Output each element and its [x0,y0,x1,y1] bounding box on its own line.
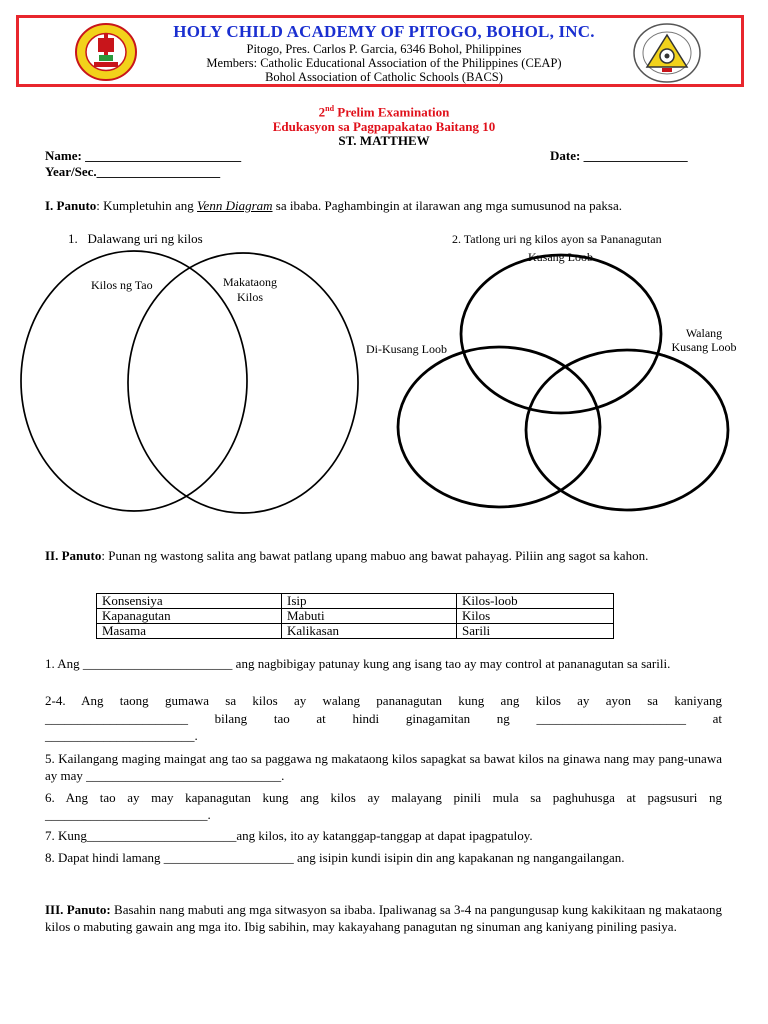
exam-subject: Edukasyon sa Pagpapakatao Baitang 10 [272,119,496,134]
table-row [97,609,614,624]
question-5[interactable]: 5. Kailangang maging maingat ang tao sa paggawa ng makataong kilos sapagkat sa bawat kilos na ginawa nang may pang-unawa ay may ______________________________. [45,751,722,783]
venn2-left-label: Di-Kusang Loob [366,342,447,356]
table-cell: Kapanagutan [97,609,282,624]
question-2-4-line3[interactable]: _______________________. [45,728,198,743]
question-1[interactable]: 1. Ang _______________________ ang nagbibigay patunay kung ang isang tao ay may control at pananagutan sa sarili. [45,656,671,671]
question-7[interactable]: 7. Kung_______________________ang kilos, ito ay katanggap-tanggap at dapat ipagpatuloy. [45,828,533,843]
table-cell: Mabuti [282,609,457,624]
part3-instructions: III. Panuto: Basahin nang mabuti ang mga sitwasyon sa ibaba. Ipaliwanag sa 3-4 na pangungusap kung kakikitaan ng makataong kilos o mabuting gawain ang mga ito. Ibig sabihin, may kakayahang panagutan ng sinuman ang kaniyang piniling pasiya. [45,902,722,934]
venn1-right-label: Makataong Kilos [223,275,277,304]
school-address: Pitogo, Pres. Carlos P. Garcia, 6346 Bohol, Philippines [246,42,522,56]
membership-ceap: Members: Catholic Educational Association of the Philippines (CEAP) [206,56,562,70]
venn2-top-circle[interactable] [461,255,661,413]
question-2-4-line2[interactable]: ______________________ bilang tao at hindi ginagamitan ng _______________________ at [45,711,722,726]
venn2-left-circle[interactable] [398,347,600,507]
exam-section: ST. MATTHEW [338,133,430,148]
school-name: HOLY CHILD ACADEMY OF PITOGO, BOHOL, INC. [173,22,595,41]
date-field[interactable]: Date: ________________ [550,148,688,163]
membership-bacs: Bohol Association of Catholic Schools (BACS) [265,70,503,84]
table-row [97,624,614,639]
table-cell: Kilos [457,609,614,624]
venn1-caption: 1. Dalawang uri ng kilos [68,231,203,246]
table-cell: Kilos-loob [457,594,614,609]
year-section-field[interactable]: Year/Sec.___________________ [45,164,221,179]
exam-title: 2nd Prelim Examination [318,104,450,120]
word-choices-table [96,593,614,639]
venn2-caption: 2. Tatlong uri ng kilos ayon sa Pananagutan [452,232,662,246]
table-cell: Kalikasan [282,624,457,639]
table-cell: Masama [97,624,282,639]
question-2-4-line1[interactable]: 2-4. Ang taong gumawa sa kilos ay walang pananagutan kung ang kilos ay ayon sa kaniyang [45,693,722,708]
venn2-right-label: Walang Kusang Loob [663,326,745,354]
table-cell: Konsensiya [97,594,282,609]
name-field[interactable]: Name: ________________________ [45,148,242,163]
part2-instructions: II. Panuto: Punan ng wastong salita ang bawat patlang upang mabuo ang bawat pahayag. Piliin ang sagot sa kahon. [45,548,649,563]
part1-instructions: I. Panuto: Kumpletuhin ang Venn Diagram sa ibaba. Paghambingin at ilarawan ang mga sumusunod na paksa. [45,198,622,213]
table-cell: Isip [282,594,457,609]
question-6[interactable]: 6. Ang tao ay may kapanagutan kung ang kilos ay malayang pinili mula sa paghuhusga at pagsusuri ng _________________________. [45,790,722,822]
table-cell: Sarili [457,624,614,639]
question-8[interactable]: 8. Dapat hindi lamang ____________________ ang isipin kundi isipin din ang kapakanan ng nangangailangan. [45,850,625,865]
table-row [97,594,614,609]
venn1-left-label: Kilos ng Tao [91,278,153,292]
venn2-top-label: Kusang Loob [528,250,593,264]
venn2-right-circle[interactable] [526,350,728,510]
